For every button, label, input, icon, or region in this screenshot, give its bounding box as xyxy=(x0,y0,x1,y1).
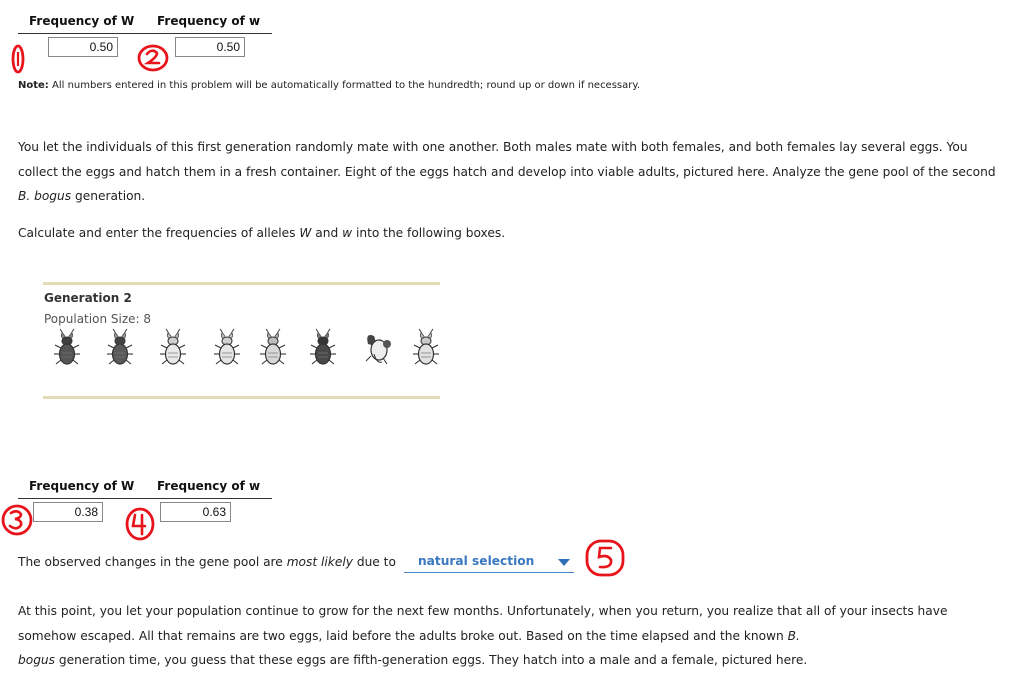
population-size-label: Population Size: 8 xyxy=(44,312,151,326)
fly-icon xyxy=(411,328,441,370)
fly-icon xyxy=(105,328,135,370)
formatting-note: Note: All numbers entered in this problem will be automatically formatted to the hundredth; round up or down if necessary. xyxy=(18,80,641,91)
fly-icon xyxy=(212,328,242,370)
table2-header-W: Frequency of W xyxy=(29,479,135,493)
panel-bottom-rule xyxy=(43,396,440,399)
table1-rule xyxy=(18,33,272,34)
table1-header-w: Frequency of w xyxy=(157,14,261,28)
fly-icon xyxy=(258,328,288,370)
cause-dropdown-value: natural selection xyxy=(418,554,535,568)
annotation-4 xyxy=(124,506,156,542)
instructions-paragraph-2: Calculate and enter the frequencies of alleles W and w into the following boxes. xyxy=(18,226,506,240)
table1-header-W: Frequency of W xyxy=(29,14,135,28)
annotation-5 xyxy=(583,537,627,579)
frequency-w-input-gen2[interactable]: 0.63 xyxy=(160,502,231,522)
frequency-W-input-gen1[interactable]: 0.50 xyxy=(48,37,118,57)
fly-icon xyxy=(52,328,82,370)
cause-dropdown[interactable] xyxy=(404,552,574,573)
observed-changes-text: The observed changes in the gene pool are most likely due to xyxy=(18,555,396,569)
fly-icon xyxy=(158,328,188,370)
panel-top-rule xyxy=(43,282,440,285)
generation-title: Generation 2 xyxy=(44,291,132,305)
annotation-3 xyxy=(0,503,34,537)
fly-icon xyxy=(308,328,338,370)
frequency-w-input-gen1[interactable]: 0.50 xyxy=(175,37,245,57)
annotation-2 xyxy=(136,43,170,73)
instructions-paragraph-1: You let the individuals of this first generation randomly mate with one another. Both males mate with both females, and both females lay several eggs. You collect the eggs and hatch them in a fresh container. Eight of the eggs hatch and develop into viable adults, pictured here. Analyze the gene pool of the second B. bogus generation. xyxy=(18,140,996,203)
annotation-1 xyxy=(11,43,25,75)
fly-icon xyxy=(362,328,392,370)
instructions-paragraph-3: At this point, you let your population continue to grow for the next few months. Unfortunately, when you return, you realize that all of your insects have somehow escaped. All that remains are two eggs, laid before the adults broke out. Based on the time elapsed and the known B. bogus generation time, you guess that these eggs are fifth-generation eggs. They hatch into a male and a female, pictured here. xyxy=(18,604,948,667)
table2-header-w: Frequency of w xyxy=(157,479,261,493)
dropdown-caret-icon xyxy=(558,559,570,566)
frequency-W-input-gen2[interactable]: 0.38 xyxy=(33,502,103,522)
table2-rule xyxy=(18,498,272,499)
